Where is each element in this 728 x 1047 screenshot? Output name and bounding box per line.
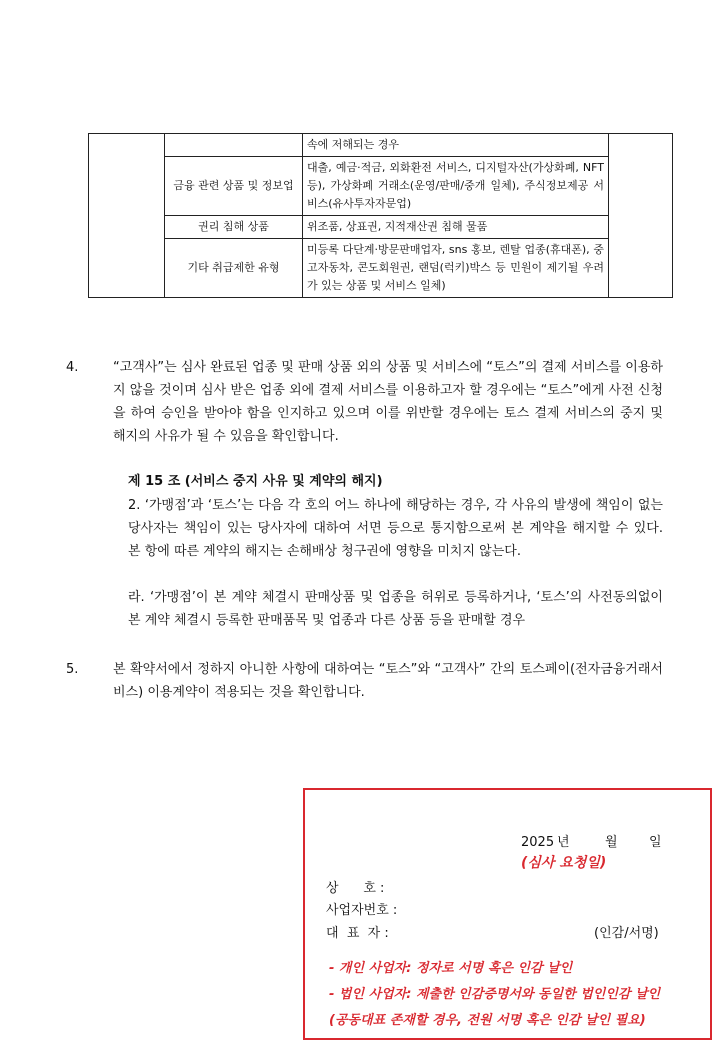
table-cell-category: 금융 관련 상품 및 정보업 [165,157,303,216]
table-row [89,157,673,216]
signature-box [303,788,712,1040]
restricted-items-table [88,133,673,298]
sign-year-unit: 년 [557,835,570,850]
business-number-label: 사업자번호 : [326,903,398,918]
article-15-paragraph-2: 2. ‘가맹점’과 ‘토스’는 다음 각 호의 어느 하나에 해당하는 경우, 각 사유의 발생에 책임이 없는 당사자는 책임이 있는 당사자에 대하여 서면 등으로 통지함으로써 본 계약을 해지할 수 있다. 본 항에 따른 계약의 해지는 손해배상 청구권에 영향을 미치지 않는다. [128,498,663,559]
table-cell-item: 위조품, 상표권, 지적재산권 침해 물품 [303,216,609,239]
table-cell-item: 대출, 예금·적금, 외화환전 서비스, 디지털자산(가상화폐, NFT 등), 가상화폐 거래소(운영/판매/중개 일체), 주식정보제공 서비스(유사투자자문업) [303,157,609,216]
sign-note-joint-rep: (공동대표 존재할 경우, 전원 서명 혹은 인감 날인 필요) [329,1013,646,1028]
table-cell-category: 권리 침해 상품 [165,216,303,239]
sign-month: 월 [605,835,618,850]
section-4-number: 4. [66,360,79,375]
company-name-label: 상 호 : [326,881,385,896]
article-15-paragraph-ra: 라. ‘가맹점’이 본 계약 체결시 판매상품 및 업종을 허위로 등록하거나, ‘토스’의 사전동의없이 본 계약 체결시 등록한 판매품목 및 업종과 다른 상품 등을 판매할 경우 [128,590,663,628]
sign-note-corporate: - 법인 사업자: 제출한 인감증명서와 동일한 법인인감 날인 [329,987,661,1002]
section-4-text: “고객사”는 심사 완료된 업종 및 판매 상품 외의 상품 및 서비스에 “토스”의 결제 서비스를 이용하지 않을 것이며 심사 받은 업종 외에 결제 서비스를 이용하고자 할 경우에는 “토스”에게 사전 신청을 하여 승인을 받아야 함을 인지하고 있으며 이를 위반할 경우에는 토스 결제 서비스의 중지 및 해지의 사유가 될 수 있음을 확인합니다. [113,360,663,444]
table-cell-category [165,134,303,157]
section-5-text: 본 확약서에서 정하지 아니한 사항에 대하여는 “토스”와 “고객사” 간의 토스페이(전자금융거래서비스) 이용계약이 적용되는 것을 확인합니다. [113,662,663,700]
table-row [89,216,673,239]
table-row [89,239,673,298]
seal-signature-label: (인감/서명) [594,926,659,941]
table-cell-item: 속에 저해되는 경우 [303,134,609,157]
section-5-number: 5. [66,662,79,677]
sign-date-note: (심사 요청일) [521,855,607,871]
table-cell-empty-right [609,134,673,298]
sign-day: 일 [649,835,662,850]
table-row [89,134,673,157]
sign-year: 2025 [521,835,555,850]
table-cell-item: 미등록 다단계·방문판매업자, sns 홍보, 렌탈 업종(휴대폰), 중고자동차, 콘도회원권, 랜덤(럭키)박스 등 민원이 제기될 우려가 있는 상품 및 서비스 일체) [303,239,609,298]
article-15-title: 제 15 조 (서비스 중지 사유 및 계약의 해지) [128,474,383,489]
table-cell-category: 기타 취급제한 유형 [165,239,303,298]
representative-label: 대 표 자 : [326,926,389,941]
table-cell-empty-left [89,134,165,298]
sign-note-individual: - 개인 사업자: 정자로 서명 혹은 인감 날인 [329,961,573,976]
